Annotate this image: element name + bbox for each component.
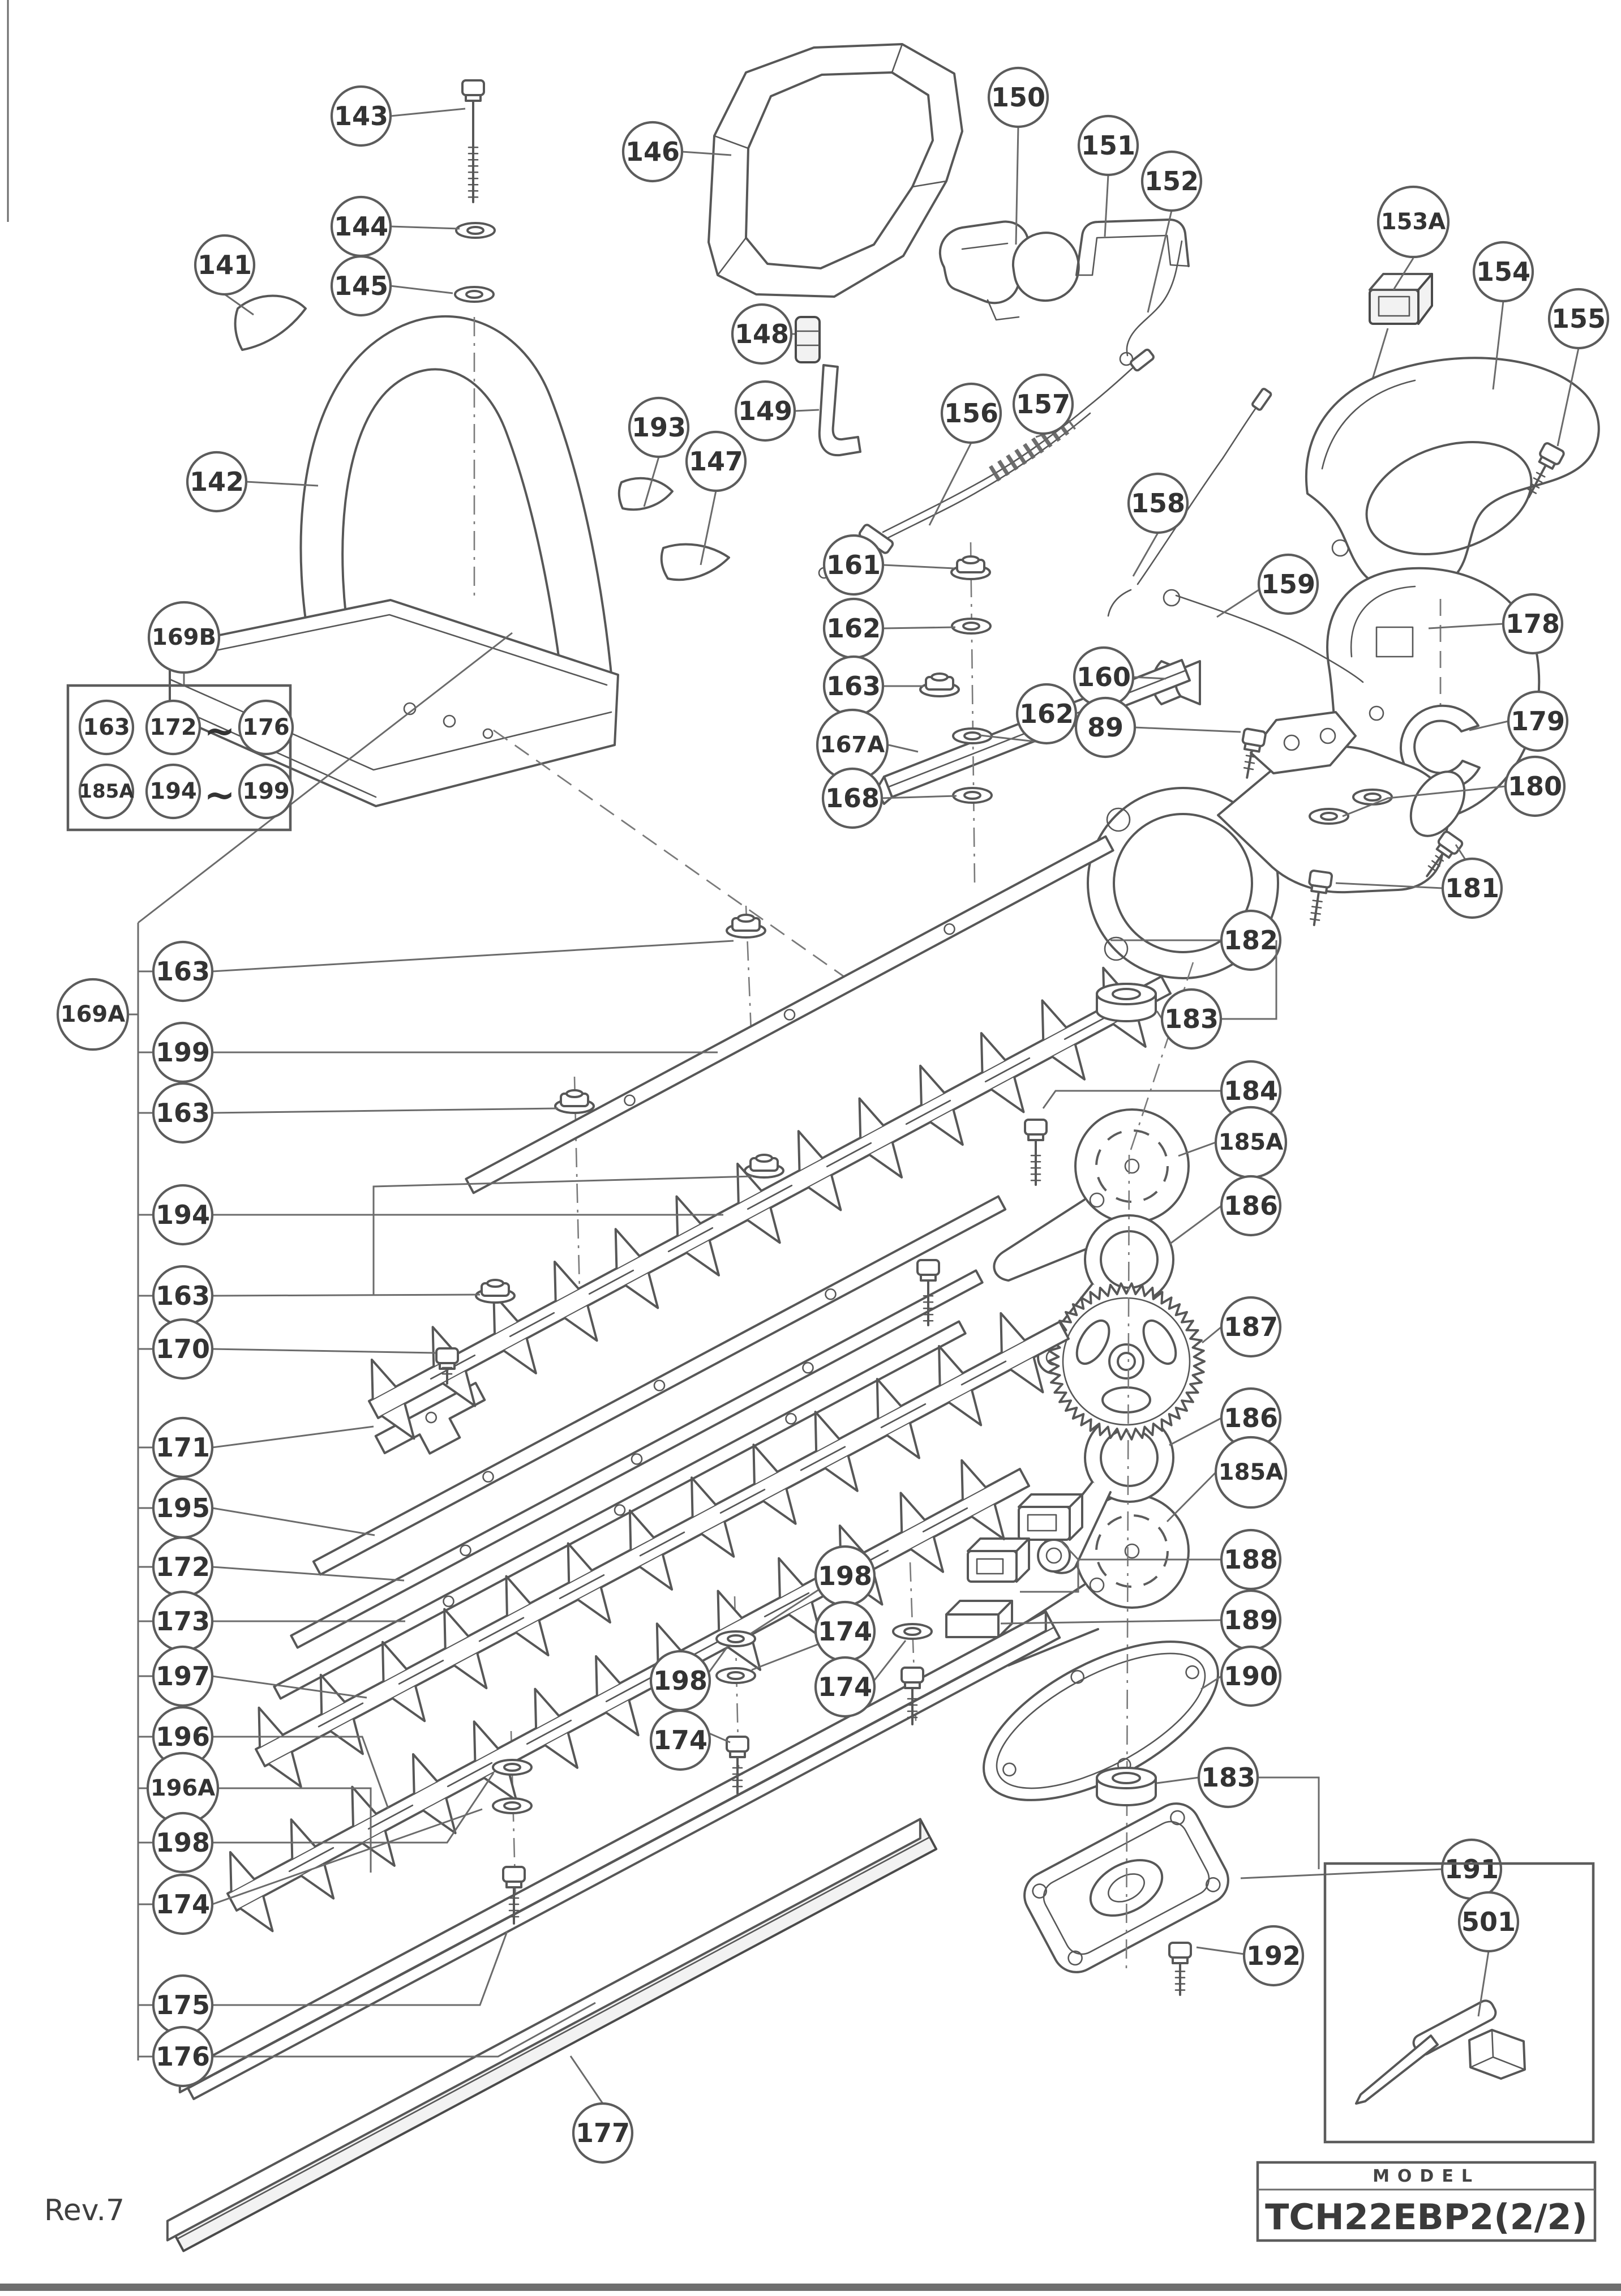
svg-text:182: 182: [1223, 925, 1279, 956]
model-box-header: MODEL: [1373, 2166, 1480, 2186]
svg-text:154: 154: [1476, 256, 1531, 287]
throttle-lever-drawing: [940, 222, 1079, 320]
callout-187: [1202, 1297, 1280, 1356]
flange-nut-drawing: [920, 674, 959, 696]
rear-handle-drawing: [1306, 358, 1599, 594]
svg-text:174: 174: [155, 1889, 211, 1920]
svg-text:180: 180: [1507, 771, 1563, 802]
svg-text:155: 155: [1551, 303, 1606, 334]
flange-nut-drawing: [476, 1280, 514, 1303]
svg-text:198: 198: [653, 1665, 708, 1696]
svg-text:196A: 196A: [150, 1775, 216, 1801]
svg-text:150: 150: [990, 82, 1046, 113]
svg-text:198: 198: [155, 1827, 211, 1858]
svg-text:177: 177: [575, 2118, 631, 2148]
flange-nut-drawing: [555, 1090, 594, 1113]
washer-drawing: [456, 223, 495, 238]
bolt-drawing: [1169, 1943, 1191, 1995]
svg-text:194: 194: [155, 1200, 211, 1230]
callout-177: [571, 2056, 632, 2162]
svg-text:170: 170: [155, 1334, 211, 1364]
flange-nut-drawing: [745, 1155, 783, 1177]
callout-171: [138, 1418, 374, 1477]
callout-89: [1076, 698, 1241, 757]
grip-bumper-drawing: [796, 317, 820, 362]
callout-194: [138, 1185, 723, 1244]
assembly-axis-line: [971, 542, 975, 883]
washer-drawing: [893, 1624, 932, 1639]
callout-163: [138, 1083, 558, 1142]
callout-159: [1217, 555, 1318, 617]
svg-text:184: 184: [1223, 1076, 1279, 1106]
callout-149: [736, 382, 819, 440]
callout-162: [824, 599, 955, 658]
callout-150: [989, 68, 1048, 245]
page-footer-bar: [0, 2284, 1621, 2291]
svg-text:169B: 169B: [152, 624, 216, 650]
svg-text:189: 189: [1223, 1605, 1279, 1635]
svg-text:161: 161: [826, 550, 881, 580]
svg-text:146: 146: [625, 136, 680, 167]
terminal-plate-drawing: [946, 1601, 1012, 1637]
svg-text:183: 183: [1200, 1762, 1256, 1793]
flange-nut-drawing: [727, 915, 765, 937]
svg-text:156: 156: [944, 398, 999, 429]
legend-box: [68, 686, 293, 830]
svg-text:163: 163: [826, 671, 881, 701]
svg-text:168: 168: [825, 783, 880, 813]
model-box: [1258, 2162, 1595, 2241]
svg-text:167A: 167A: [820, 732, 885, 758]
callout-145: [332, 256, 453, 315]
flange-nut-drawing: [951, 556, 990, 579]
svg-text:163: 163: [155, 956, 211, 987]
lock-lever-drawing: [1077, 220, 1189, 275]
switch-bracket-drawing: [820, 365, 860, 455]
callout-163: [824, 657, 924, 716]
svg-text:158: 158: [1130, 488, 1186, 519]
hand-guard-drawing: [709, 44, 962, 297]
svg-text:174: 174: [817, 1616, 873, 1647]
callout-191: [1241, 1840, 1501, 1899]
callout-163: [138, 941, 734, 1001]
assembly-axis-line: [494, 730, 859, 987]
washer-drawing: [455, 287, 494, 302]
legend-range-tilde: ~: [204, 709, 235, 753]
svg-text:141: 141: [197, 250, 252, 280]
svg-text:191: 191: [1444, 1854, 1499, 1884]
svg-text:143: 143: [333, 101, 389, 131]
svg-text:153A: 153A: [1380, 209, 1446, 235]
svg-text:174: 174: [653, 1725, 708, 1755]
blade-holder-bar-199: [466, 837, 1113, 1193]
svg-text:147: 147: [688, 446, 744, 477]
bearing-drawing: [1097, 984, 1156, 1021]
callout-148: [732, 305, 795, 363]
svg-text:163: 163: [83, 714, 130, 740]
svg-text:178: 178: [1505, 609, 1560, 639]
svg-text:172: 172: [155, 1552, 211, 1582]
callout-158: [1129, 474, 1187, 576]
svg-text:194: 194: [149, 778, 197, 804]
svg-text:142: 142: [189, 466, 245, 497]
callout-195: [138, 1479, 375, 1537]
callout-192: [1197, 1926, 1303, 1985]
svg-text:171: 171: [155, 1432, 211, 1463]
svg-text:149: 149: [737, 396, 793, 426]
svg-text:185A: 185A: [1218, 1129, 1284, 1155]
washer-drawing: [952, 619, 990, 633]
callout-151: [1079, 116, 1138, 237]
svg-text:160: 160: [1076, 662, 1131, 692]
callout-169A: [58, 979, 138, 1050]
svg-text:187: 187: [1223, 1312, 1279, 1342]
loop-handle-drawing: [170, 316, 618, 806]
model-number: TCH22EBP2(2/2): [1265, 2196, 1588, 2238]
washer-drawing: [493, 1798, 531, 1813]
svg-text:163: 163: [155, 1280, 211, 1311]
callout-142: [187, 452, 318, 511]
legend-range-tilde: ~: [204, 773, 235, 817]
svg-text:174: 174: [817, 1672, 873, 1702]
svg-text:163: 163: [155, 1098, 211, 1128]
svg-text:152: 152: [1144, 166, 1199, 196]
svg-text:188: 188: [1223, 1544, 1279, 1575]
blade-sliver-141: [235, 296, 306, 350]
blade-sliver-147: [662, 545, 729, 580]
svg-text:159: 159: [1260, 569, 1316, 599]
svg-text:89: 89: [1087, 712, 1124, 743]
washer-drawing: [493, 1760, 531, 1775]
svg-text:196: 196: [155, 1721, 211, 1752]
svg-text:199: 199: [155, 1037, 211, 1068]
box-wrench-drawing: [1356, 1998, 1525, 2104]
svg-text:199: 199: [242, 778, 290, 804]
callout-152: [1142, 152, 1201, 312]
washer-drawing: [1310, 809, 1348, 824]
callout-143: [332, 87, 465, 145]
callout-185A: [1178, 1107, 1286, 1177]
svg-text:179: 179: [1510, 706, 1566, 736]
svg-text:162: 162: [1019, 699, 1074, 729]
svg-text:501: 501: [1461, 1907, 1516, 1937]
svg-text:198: 198: [817, 1561, 873, 1591]
callout-199: [138, 1023, 718, 1082]
svg-text:157: 157: [1015, 389, 1071, 419]
svg-text:176: 176: [242, 714, 290, 740]
washer-drawing: [953, 788, 992, 803]
svg-text:173: 173: [155, 1606, 211, 1637]
throttle-rod-drawing: [1120, 241, 1182, 365]
svg-text:195: 195: [155, 1493, 211, 1523]
svg-text:145: 145: [333, 271, 389, 301]
callout-170: [138, 1320, 436, 1378]
svg-text:190: 190: [1223, 1661, 1279, 1691]
svg-text:172: 172: [149, 714, 197, 740]
callout-156: [929, 384, 1001, 525]
revision-label: Rev.7: [44, 2194, 125, 2228]
bolt-drawing: [462, 80, 484, 202]
bearing-drawing: [1097, 1768, 1156, 1805]
svg-text:186: 186: [1223, 1403, 1279, 1433]
svg-text:197: 197: [155, 1661, 211, 1691]
svg-text:148: 148: [734, 319, 790, 349]
svg-text:162: 162: [826, 613, 881, 644]
svg-text:193: 193: [631, 412, 687, 443]
callout-144: [332, 197, 460, 256]
bolt-drawing: [1025, 1120, 1047, 1185]
svg-text:192: 192: [1246, 1941, 1301, 1971]
svg-text:176: 176: [155, 2041, 211, 2072]
callout-501: [1459, 1892, 1518, 2016]
svg-text:185A: 185A: [79, 780, 134, 803]
svg-text:181: 181: [1444, 873, 1500, 903]
svg-text:151: 151: [1080, 130, 1136, 161]
svg-text:175: 175: [155, 1990, 211, 2020]
svg-text:183: 183: [1164, 1004, 1219, 1034]
washer-drawing: [717, 1668, 755, 1683]
svg-text:185A: 185A: [1218, 1459, 1284, 1485]
callout-185A: [1167, 1437, 1286, 1522]
washer-drawing: [1353, 790, 1392, 804]
svg-text:169A: 169A: [60, 1001, 126, 1027]
svg-text:186: 186: [1223, 1190, 1279, 1221]
washer-drawing: [717, 1631, 755, 1646]
callout-174: [651, 1711, 730, 1770]
gear-drawing: [1048, 1283, 1204, 1439]
svg-text:144: 144: [333, 211, 389, 242]
blade-sliver-193: [619, 478, 672, 509]
